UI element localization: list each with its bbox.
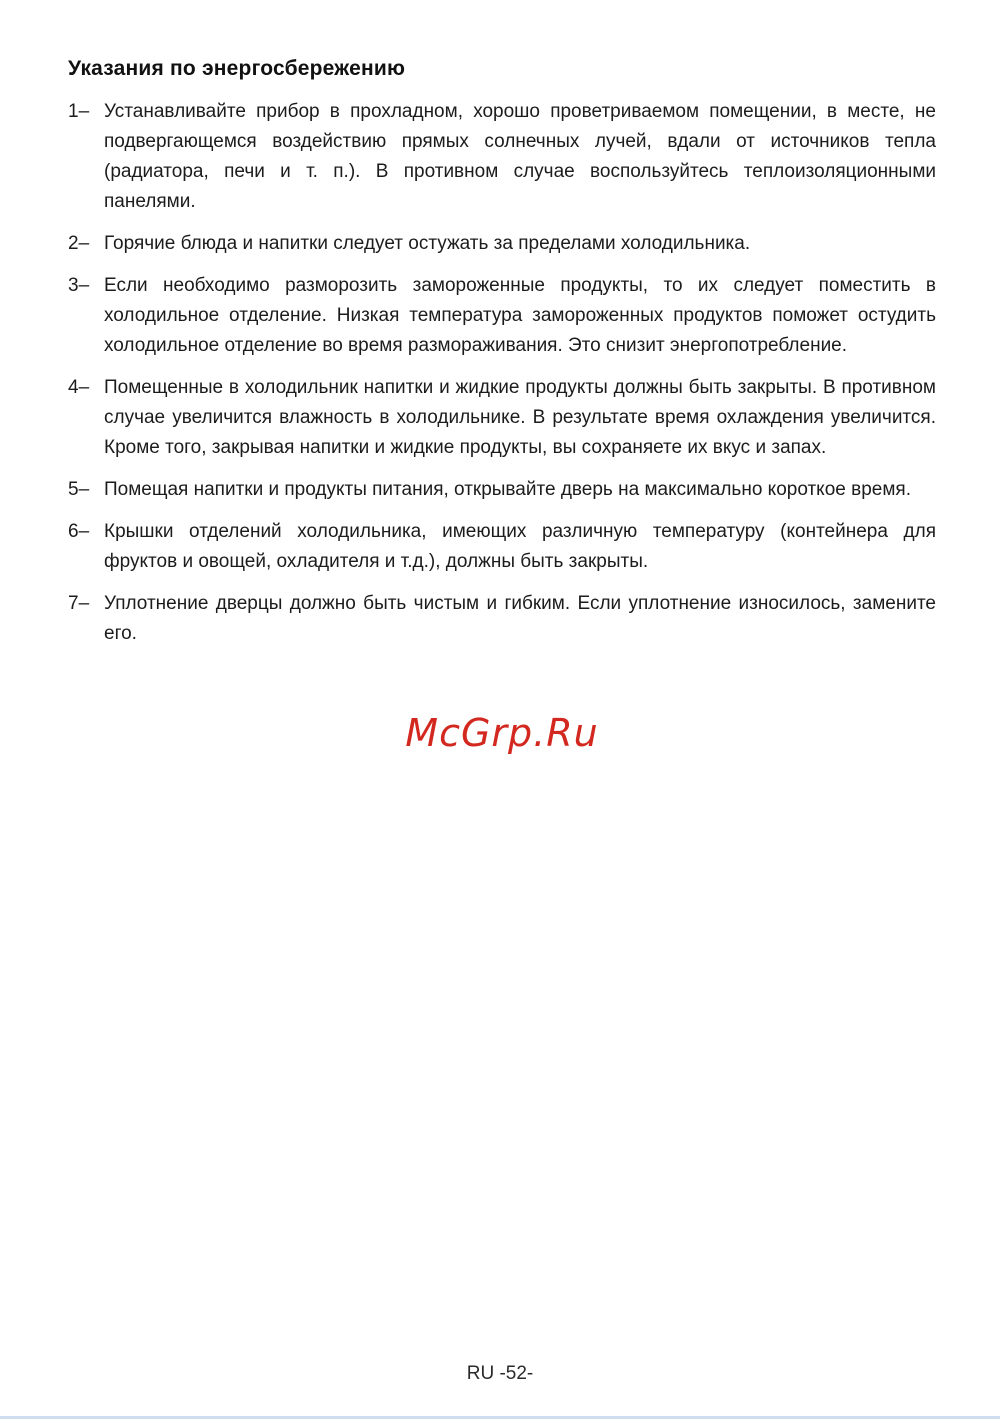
list-item xyxy=(68,271,936,361)
list-item xyxy=(68,229,936,259)
list-item-number: 2– xyxy=(68,233,90,254)
list-item-number: 6– xyxy=(68,521,90,542)
list-item xyxy=(68,475,936,505)
list-item-text: Уплотнение дверцы должно быть чистым и гибким. Если уплотнение износилось, замените его. xyxy=(104,593,936,644)
list-item xyxy=(68,97,936,217)
list-item-text: Горячие блюда и напитки следует остужать за пределами холодильника. xyxy=(104,233,751,254)
energy-tips-list xyxy=(68,97,936,649)
list-item-text: Крышки отделений холодильника, имеющих различную температуру (контейнера для фруктов и овощей, охладителя и т.д.), должны быть закрыты. xyxy=(104,521,936,572)
list-item-text: Помещая напитки и продукты питания, открывайте дверь на максимально короткое время. xyxy=(104,479,911,500)
page-title: Указания по энергосбережению xyxy=(68,57,406,80)
site-watermark: McGrp.Ru xyxy=(405,711,599,755)
list-item-text: Устанавливайте прибор в прохладном, хорошо проветриваемом помещении, в месте, не подвергающемся воздействию прямых солнечных лучей, вдали от источников тепла (радиатора, печи и т. п.). В противном случае воспользуйтесь теплоизоляционными панелями. xyxy=(104,101,936,212)
list-item-number: 5– xyxy=(68,479,90,500)
list-item-number: 4– xyxy=(68,377,90,398)
list-item-number: 3– xyxy=(68,275,90,296)
page-number-footer: RU -52- xyxy=(466,1363,534,1384)
list-item xyxy=(68,589,936,649)
list-item-number: 7– xyxy=(68,593,90,614)
list-item-text: Если необходимо разморозить замороженные продукты, то их следует поместить в холодильное отделение. Низкая температура замороженных продуктов поможет остудить холодильное отделение во время размораживания. Это снизит энергопотребление. xyxy=(104,275,936,356)
list-item-text: Помещенные в холодильник напитки и жидкие продукты должны быть закрыты. В противном случае увеличится влажность в холодильнике. В результате время охлаждения увеличится. Кроме того, закрывая напитки и жидкие продукты, вы сохраняете их вкус и запах. xyxy=(104,377,936,458)
list-item xyxy=(68,517,936,577)
list-item-number: 1– xyxy=(68,101,90,122)
page-content xyxy=(68,57,936,755)
list-item xyxy=(68,373,936,463)
